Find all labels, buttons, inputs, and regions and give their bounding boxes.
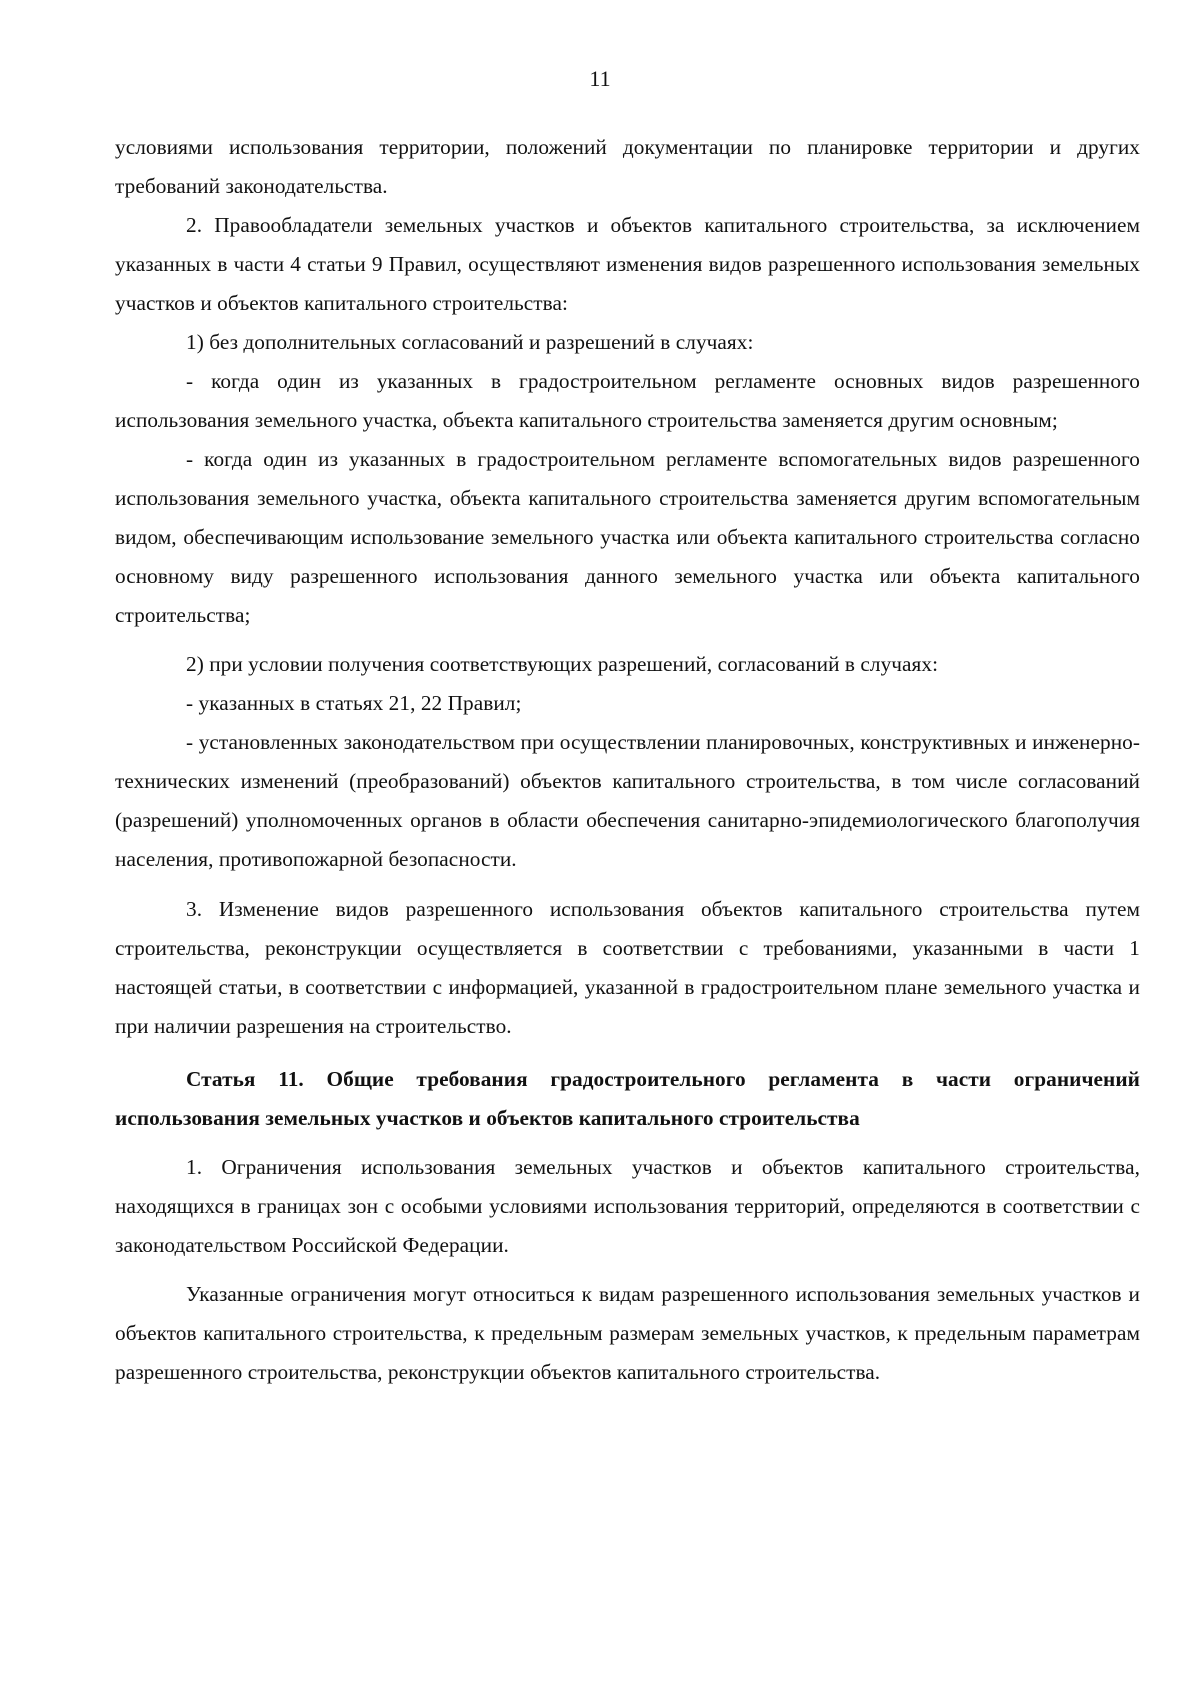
article-paragraph-restrictions: Указанные ограничения могут относиться к видам разрешенного использования земельных участков и объектов капитального строительства, к предельным размерам земельных участков, к предельным параметрам разрешенного строительства, реконструкции объектов капитального строительства. <box>115 1282 1140 1384</box>
paragraph-bullet-auxiliary-use: - когда один из указанных в градостроительном регламенте вспомогательных видов разрешенного использования земельного участка, объекта капитального строительства заменяется другим вспомогательным видом, обеспечивающим использование земельного участка или объекта капитального строительства согласно основному виду разрешенного использования данного земельного участка или объекта капитального строительства; <box>115 447 1140 627</box>
document-body <box>115 128 1140 1392</box>
page-number: 11 <box>589 66 611 91</box>
paragraph-bullet-articles: - указанных в статьях 21, 22 Правил; <box>186 691 522 715</box>
paragraph-continuation: условиями использования территории, положений документации по планировке территории и других требований законодательства. <box>115 135 1140 198</box>
paragraph-bullet-main-use: - когда один из указанных в градостроительном регламенте основных видов разрешенного использования земельного участка, объекта капитального строительства заменяется другим основным; <box>115 369 1140 432</box>
paragraph-subitem-1: 1) без дополнительных согласований и разрешений в случаях: <box>186 330 754 354</box>
paragraph-item-3: 3. Изменение видов разрешенного использования объектов капитального строительства путем строительства, реконструкции осуществляется в соответствии с требованиями, указанными в части 1 настоящей статьи, в соответствии с информацией, указанной в градостроительном плане земельного участка и при наличии разрешения на строительство. <box>115 897 1140 1038</box>
paragraph-item-2: 2. Правообладатели земельных участков и объектов капитального строительства, за исключением указанных в части 4 статьи 9 Правил, осуществляют изменения видов разрешенного использования земельных участков и объектов капитального строительства: <box>115 213 1140 315</box>
article-heading: Статья 11. Общие требования градостроительного регламента в части ограничений использования земельных участков и объектов капитального строительства <box>115 1067 1140 1130</box>
paragraph-subitem-2: 2) при условии получения соответствующих разрешений, согласований в случаях: <box>186 652 939 676</box>
article-paragraph-item-1: 1. Ограничения использования земельных участков и объектов капитального строительства, находящихся в границах зон с особыми условиями использования территорий, определяются в соответствии с законодательством Российской Федерации. <box>115 1155 1140 1257</box>
paragraph-bullet-legislation: - установленных законодательством при осуществлении планировочных, конструктивных и инженерно-технических изменений (преобразований) объектов капитального строительства, в том числе согласований (разрешений) уполномоченных органов в области обеспечения санитарно-эпидемиологического благополучия населения, противопожарной безопасности. <box>115 730 1140 871</box>
